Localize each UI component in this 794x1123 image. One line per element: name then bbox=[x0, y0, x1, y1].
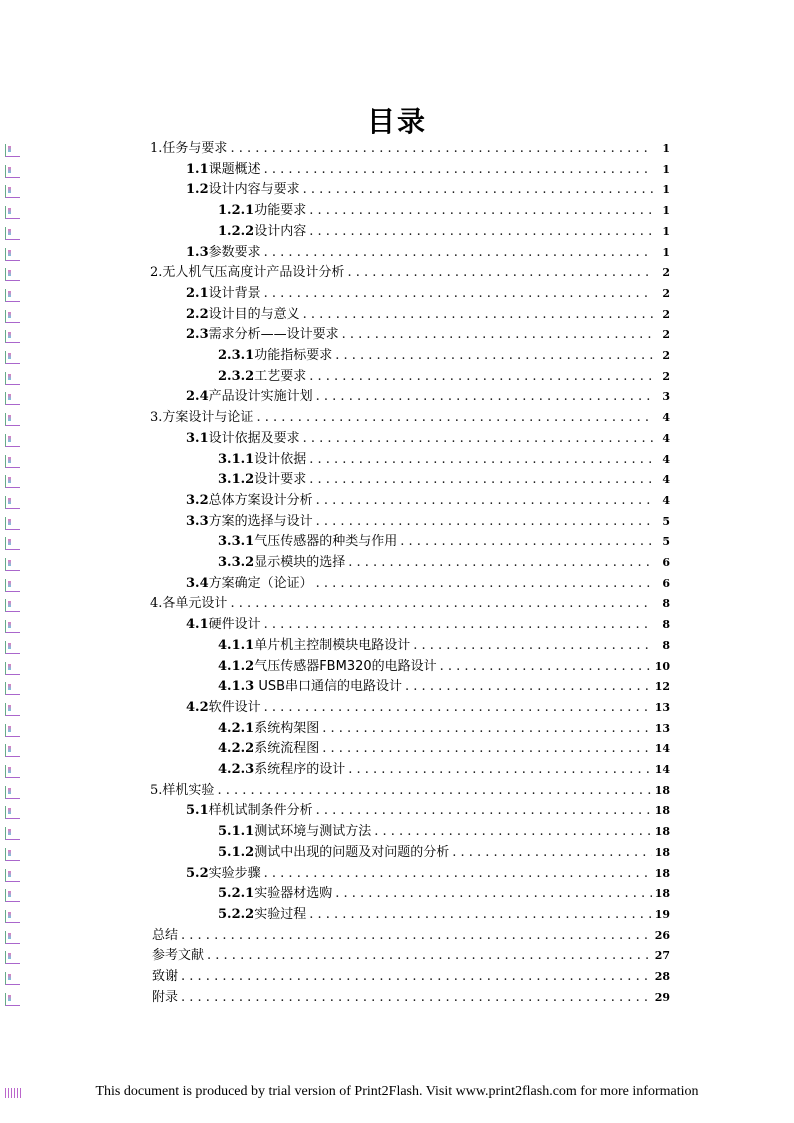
toc-entry[interactable] bbox=[218, 533, 670, 551]
toc-entry-title: 功能要求 bbox=[254, 203, 307, 219]
toc-entry-number: 1.1 bbox=[186, 161, 209, 177]
toc-page-number: 4 bbox=[662, 473, 670, 487]
toc-entry-title: 系统构架图 bbox=[254, 720, 320, 736]
bookmark-icon bbox=[5, 268, 20, 281]
bookmark-icon bbox=[5, 413, 20, 426]
toc-page-number: 2 bbox=[662, 349, 670, 362]
bookmark-icon bbox=[5, 579, 20, 592]
toc-entry-number: 3.1 bbox=[186, 430, 209, 446]
bookmark-icon bbox=[5, 558, 20, 571]
toc-dot-leader bbox=[374, 823, 651, 841]
toc-dot-leader bbox=[413, 637, 653, 655]
bookmark-icon bbox=[5, 972, 20, 985]
toc-entry-separator: . bbox=[158, 596, 163, 612]
toc-entry-number: 5.1 bbox=[186, 803, 209, 819]
toc-page-number: 18 bbox=[654, 783, 670, 797]
toc-entry-number: 5.1.2 bbox=[218, 844, 255, 860]
toc-entry-number: 2.2 bbox=[186, 306, 209, 322]
bookmark-icon bbox=[5, 786, 20, 799]
toc-entry[interactable] bbox=[186, 181, 670, 199]
toc-entry-title: 气压传感器的种类与作用 bbox=[254, 534, 398, 550]
toc-entry-title: 无人机气压高度计产品设计分析 bbox=[162, 265, 345, 281]
bookmark-icon bbox=[5, 703, 20, 716]
toc-entry-number: 4.2.3 bbox=[218, 762, 255, 777]
toc-page-number: 26 bbox=[654, 928, 670, 942]
toc-entry-title: 显示模块的选择 bbox=[254, 555, 346, 570]
bookmark-icon bbox=[5, 455, 20, 468]
toc-dot-leader bbox=[452, 844, 651, 862]
toc-page-number: 8 bbox=[662, 597, 670, 611]
toc-entry[interactable] bbox=[218, 347, 670, 365]
toc-dot-leader bbox=[230, 595, 653, 613]
bookmark-icon bbox=[5, 889, 20, 902]
toc-entry-separator: . bbox=[158, 141, 163, 156]
toc-entry-number: 3.1.1 bbox=[218, 451, 255, 467]
toc-entry-title: 功能指标要求 bbox=[254, 348, 333, 363]
bookmark-icon bbox=[5, 227, 20, 240]
toc-entry[interactable] bbox=[150, 140, 670, 158]
toc-entry-number: 1.2 bbox=[186, 182, 209, 198]
toc-dot-leader bbox=[309, 202, 653, 220]
toc-page-number: 4 bbox=[662, 431, 670, 445]
toc-page-number: 1 bbox=[662, 183, 670, 197]
toc-entry[interactable] bbox=[218, 823, 670, 841]
toc-entry-title: 测试环境与测试方法 bbox=[254, 824, 372, 840]
bookmark-icon bbox=[5, 765, 20, 778]
toc-page-number: 2 bbox=[662, 307, 670, 321]
toc-entry[interactable] bbox=[218, 885, 670, 903]
toc-page-number: 5 bbox=[662, 535, 670, 549]
toc-entry[interactable] bbox=[186, 575, 670, 593]
toc-dot-leader bbox=[335, 347, 653, 365]
toc-dot-leader bbox=[335, 885, 651, 903]
toc-dot-leader bbox=[264, 161, 653, 179]
toc-entry[interactable] bbox=[218, 554, 670, 572]
toc-entry-title: 设计依据及要求 bbox=[208, 430, 300, 446]
toc-entry-number: 1.2.1 bbox=[218, 203, 255, 219]
toc-entry-number: 5.1.1 bbox=[218, 824, 255, 840]
toc-page-number: 3 bbox=[662, 390, 670, 404]
bookmark-icon bbox=[5, 931, 20, 944]
toc-dot-leader bbox=[230, 140, 653, 158]
toc-entry[interactable] bbox=[218, 223, 670, 241]
toc-dot-leader bbox=[322, 720, 651, 738]
toc-entry-title: 测试中出现的问题及对问题的分析 bbox=[254, 844, 450, 860]
toc-page-number: 19 bbox=[654, 907, 670, 921]
toc-entry-title: 任务与要求 bbox=[162, 141, 228, 156]
toc-entry-title: 单片机主控制模块电路设计 bbox=[254, 637, 411, 653]
toc-entry[interactable] bbox=[186, 865, 670, 883]
bookmark-icon bbox=[5, 372, 20, 385]
bookmark-icon bbox=[5, 144, 20, 157]
bookmark-icon bbox=[5, 827, 20, 840]
toc-entry[interactable] bbox=[186, 513, 670, 531]
toc-entry-separator: . bbox=[158, 782, 163, 798]
toc-entry[interactable] bbox=[152, 947, 670, 965]
toc-dot-leader bbox=[264, 699, 652, 717]
toc-entry[interactable] bbox=[186, 616, 670, 634]
toc-page-number: 18 bbox=[654, 866, 670, 880]
toc-entry[interactable] bbox=[186, 430, 670, 448]
trial-watermark-footer: This document is produced by trial version of Print2Flash. Visit www.print2flash.com for more information bbox=[95, 1084, 699, 1099]
bookmark-icon bbox=[5, 537, 20, 550]
toc-page-number: 1 bbox=[662, 142, 670, 155]
toc-dot-leader bbox=[348, 554, 653, 572]
toc-page-number: 27 bbox=[654, 949, 670, 963]
bookmark-icon bbox=[5, 289, 20, 302]
toc-entry[interactable] bbox=[152, 968, 670, 986]
toc-entry[interactable] bbox=[186, 306, 670, 324]
toc-entry-title: 系统流程图 bbox=[254, 741, 320, 757]
toc-entry[interactable] bbox=[152, 989, 670, 1007]
bookmark-icon bbox=[5, 620, 20, 633]
toc-entry-title: 设计目的与意义 bbox=[208, 306, 300, 322]
bookmark-icon bbox=[5, 951, 20, 964]
toc-entry[interactable] bbox=[186, 285, 670, 303]
bookmark-icon bbox=[5, 206, 20, 219]
toc-dot-leader bbox=[322, 740, 651, 758]
toc-entry-title: 设计背景 bbox=[208, 285, 261, 301]
toc-entry-title: USB串口通信的电路设计 bbox=[258, 679, 403, 695]
bookmark-icon bbox=[5, 248, 20, 261]
bookmark-icon bbox=[5, 475, 20, 488]
toc-dot-leader bbox=[309, 223, 653, 241]
toc-entry[interactable] bbox=[152, 927, 670, 945]
toc-entry-title: 各单元设计 bbox=[162, 596, 228, 612]
toc-entry-title: 参考文献 bbox=[152, 948, 205, 964]
toc-page-number: 2 bbox=[662, 369, 670, 383]
toc-page-number: 29 bbox=[654, 990, 670, 1004]
bookmark-icon bbox=[5, 496, 20, 509]
toc-dot-leader bbox=[316, 802, 652, 820]
toc-dot-leader bbox=[256, 409, 653, 427]
toc-entry[interactable] bbox=[218, 637, 670, 655]
toc-entry-number: 4.1.3 bbox=[218, 679, 255, 695]
toc-page-number: 2 bbox=[662, 286, 670, 300]
toc-dot-leader bbox=[440, 658, 652, 676]
toc-dot-leader bbox=[303, 306, 653, 324]
toc-entry-title: 软件设计 bbox=[208, 699, 261, 715]
toc-entry-title: 设计依据 bbox=[254, 451, 307, 467]
toc-dot-leader bbox=[264, 616, 653, 634]
toc-entry-title: 总体方案设计分析 bbox=[208, 492, 313, 508]
toc-entry-title: 需求分析——设计要求 bbox=[208, 327, 339, 343]
toc-dot-leader bbox=[207, 947, 652, 965]
toc-entry[interactable] bbox=[150, 595, 670, 613]
toc-page-number: 6 bbox=[662, 576, 670, 590]
toc-entry-number: 4.1.1 bbox=[218, 637, 255, 653]
toc-dot-leader bbox=[342, 326, 653, 344]
toc-entry-title: 方案设计与论证 bbox=[162, 410, 254, 426]
toc-entry[interactable] bbox=[186, 492, 670, 510]
toc-dot-leader bbox=[303, 430, 653, 448]
toc-page-number: 6 bbox=[662, 556, 670, 569]
toc-entry-title: 参数要求 bbox=[208, 244, 261, 260]
toc-entry-number: 1.3 bbox=[186, 244, 209, 260]
toc-dot-leader bbox=[309, 451, 653, 469]
toc-entry-separator: . bbox=[158, 410, 163, 426]
toc-dot-leader bbox=[348, 761, 651, 779]
toc-entry-title: 致谢 bbox=[152, 969, 179, 984]
toc-entry-number: 2.3.2 bbox=[218, 368, 255, 384]
toc-dot-leader bbox=[181, 927, 652, 945]
bookmark-icon bbox=[5, 392, 20, 405]
toc-dot-leader bbox=[309, 368, 653, 386]
toc-page-number: 18 bbox=[654, 887, 670, 901]
bookmark-icon bbox=[5, 165, 20, 178]
toc-page-number: 28 bbox=[654, 970, 670, 983]
toc-page-number: 1 bbox=[662, 224, 670, 238]
toc-entry-number: 3 bbox=[150, 410, 159, 426]
toc-entry[interactable] bbox=[218, 678, 670, 696]
toc-page-number: 13 bbox=[654, 721, 670, 735]
toc-entry-number: 4.1.2 bbox=[218, 658, 255, 674]
bookmark-icon bbox=[5, 351, 20, 364]
toc-page-number: 4 bbox=[662, 411, 670, 425]
toc-entry-number: 4.2 bbox=[186, 699, 209, 715]
toc-dot-leader bbox=[400, 533, 653, 551]
toc-entry-number: 5.2 bbox=[186, 865, 209, 881]
toc-entry[interactable] bbox=[218, 368, 670, 386]
toc-entry-title: 实验过程 bbox=[254, 906, 307, 922]
toc-entry[interactable] bbox=[218, 761, 670, 779]
toc-entry-number: 2.3.1 bbox=[218, 348, 255, 363]
toc-entry-title: 方案的选择与设计 bbox=[208, 513, 313, 529]
toc-entry[interactable] bbox=[218, 740, 670, 758]
toc-entry[interactable] bbox=[186, 388, 670, 406]
toc-page-number: 2 bbox=[662, 266, 670, 280]
bookmark-icon bbox=[5, 185, 20, 198]
toc-entry[interactable] bbox=[218, 720, 670, 738]
bookmark-icon bbox=[5, 869, 20, 882]
toc-entry[interactable] bbox=[218, 471, 670, 489]
toc-page-number: 1 bbox=[662, 162, 670, 176]
toc-entry-number: 5 bbox=[150, 782, 159, 798]
toc-dot-leader bbox=[217, 782, 651, 800]
toc-entry-number: 3.3.1 bbox=[218, 534, 255, 550]
toc-entry-number: 4.2.2 bbox=[218, 741, 255, 757]
toc-entry-number: 4.2.1 bbox=[218, 720, 255, 736]
toc-entry-number: 3.3.2 bbox=[218, 555, 255, 570]
bookmark-icon bbox=[5, 744, 20, 757]
toc-entry-number: 2 bbox=[150, 265, 159, 281]
bookmark-icon bbox=[5, 434, 20, 447]
toc-entry-title: 硬件设计 bbox=[208, 617, 261, 633]
bookmark-icon bbox=[5, 662, 20, 675]
toc-entry-title: 总结 bbox=[152, 927, 179, 943]
toc-entry[interactable] bbox=[150, 409, 670, 427]
toc-dot-leader bbox=[309, 471, 653, 489]
toc-entry[interactable] bbox=[186, 244, 670, 262]
toc-dot-leader bbox=[264, 244, 653, 262]
toc-entry[interactable] bbox=[186, 326, 670, 344]
bookmark-icon bbox=[5, 517, 20, 530]
toc-entry[interactable] bbox=[186, 802, 670, 820]
bookmark-icon bbox=[5, 806, 20, 819]
bookmark-icon bbox=[5, 330, 20, 343]
toc-entry[interactable] bbox=[218, 202, 670, 220]
toc-dot-leader bbox=[181, 968, 652, 986]
bookmark-icon bbox=[5, 993, 20, 1006]
toc-entry-number: 3.3 bbox=[186, 513, 209, 529]
toc-page-number: 1 bbox=[662, 245, 670, 259]
toc-entry-title: 设计内容 bbox=[254, 223, 307, 239]
toc-page-number: 18 bbox=[654, 825, 670, 839]
toc-entry[interactable] bbox=[218, 451, 670, 469]
toc-page-number: 4 bbox=[662, 493, 670, 507]
toc-entry-title: 工艺要求 bbox=[254, 368, 307, 384]
toc-entry-number: 4.1 bbox=[186, 617, 209, 633]
toc-entry-title: 产品设计实施计划 bbox=[208, 389, 313, 405]
toc-dot-leader bbox=[405, 678, 652, 696]
toc-dot-leader bbox=[316, 575, 653, 593]
toc-entry-title: 设计内容与要求 bbox=[208, 182, 300, 198]
toc-entry[interactable] bbox=[218, 844, 670, 862]
toc-entry-title: 样机实验 bbox=[162, 782, 215, 798]
toc-dot-leader bbox=[316, 492, 653, 510]
toc-page-number: 4 bbox=[662, 452, 670, 466]
toc-entry-title: 实验器材选购 bbox=[254, 886, 333, 902]
page-title: 目录 bbox=[366, 105, 427, 138]
bookmark-icon bbox=[5, 310, 20, 323]
toc-page-number: 10 bbox=[654, 659, 670, 673]
toc-dot-leader bbox=[264, 865, 652, 883]
toc-entry-number: 3.2 bbox=[186, 492, 209, 508]
bookmark-icon bbox=[5, 599, 20, 612]
toc-entry[interactable] bbox=[218, 658, 670, 676]
toc-page-number: 13 bbox=[654, 700, 670, 714]
toc-entry[interactable] bbox=[186, 699, 670, 717]
toc-entry-number: 2.1 bbox=[186, 285, 209, 301]
bookmark-icon bbox=[5, 910, 20, 923]
toc-entry-title: 附录 bbox=[152, 989, 179, 1005]
bookmark-icon bbox=[5, 641, 20, 654]
toc-dot-leader bbox=[347, 264, 653, 282]
toc-page-number: 14 bbox=[654, 763, 670, 776]
toc-entry-number: 2.3 bbox=[186, 327, 209, 343]
toc-dot-leader bbox=[309, 906, 651, 924]
bookmark-icon bbox=[5, 724, 20, 737]
toc-page-number: 12 bbox=[654, 680, 670, 694]
toc-entry-title: 方案确定（论证） bbox=[208, 575, 313, 591]
bookmark-icon bbox=[5, 682, 20, 695]
toc-page-number: 18 bbox=[654, 845, 670, 859]
toc-entry[interactable] bbox=[150, 264, 670, 282]
toc-page-number: 14 bbox=[654, 742, 670, 756]
toc-entry-title: 课题概述 bbox=[208, 161, 261, 177]
toc-dot-leader bbox=[316, 388, 653, 406]
toc-entry[interactable] bbox=[218, 906, 670, 924]
toc-dot-leader bbox=[316, 513, 653, 531]
toc-entry-number: 1.2.2 bbox=[218, 223, 255, 239]
toc-entry-number: 3.1.2 bbox=[218, 472, 255, 488]
toc-entry-title: 系统程序的设计 bbox=[254, 762, 346, 777]
toc-page-number: 2 bbox=[662, 328, 670, 342]
toc-page-number: 8 bbox=[662, 638, 670, 652]
toc-entry-number: 4 bbox=[150, 596, 159, 612]
toc-dot-leader bbox=[181, 989, 652, 1007]
toc-entry-number: 5.2.2 bbox=[218, 906, 255, 922]
toc-page-number: 18 bbox=[654, 804, 670, 818]
toc-entry-number: 2.4 bbox=[186, 389, 209, 405]
toc-dot-leader bbox=[303, 181, 653, 199]
toc-entry[interactable] bbox=[150, 782, 670, 800]
toc-page-number: 1 bbox=[662, 204, 670, 218]
toc-entry-title: 设计要求 bbox=[254, 472, 307, 488]
bookmark-icon bbox=[5, 848, 20, 861]
toc-entry-separator: . bbox=[158, 265, 163, 281]
toc-dot-leader bbox=[264, 285, 653, 303]
toc-entry-number: 1 bbox=[150, 141, 159, 156]
toc-entry-number: 3.4 bbox=[186, 575, 209, 591]
toc-page-number: 8 bbox=[662, 618, 670, 632]
toc-entry[interactable] bbox=[186, 161, 670, 179]
toc-page-number: 5 bbox=[662, 514, 670, 528]
toc-entry-number: 5.2.1 bbox=[218, 886, 255, 902]
toc-entry-title: 实验步骤 bbox=[208, 865, 261, 881]
toc-entry-title: 气压传感器FBM320的电路设计 bbox=[254, 658, 437, 674]
toc-entry-title: 样机试制条件分析 bbox=[208, 803, 313, 819]
